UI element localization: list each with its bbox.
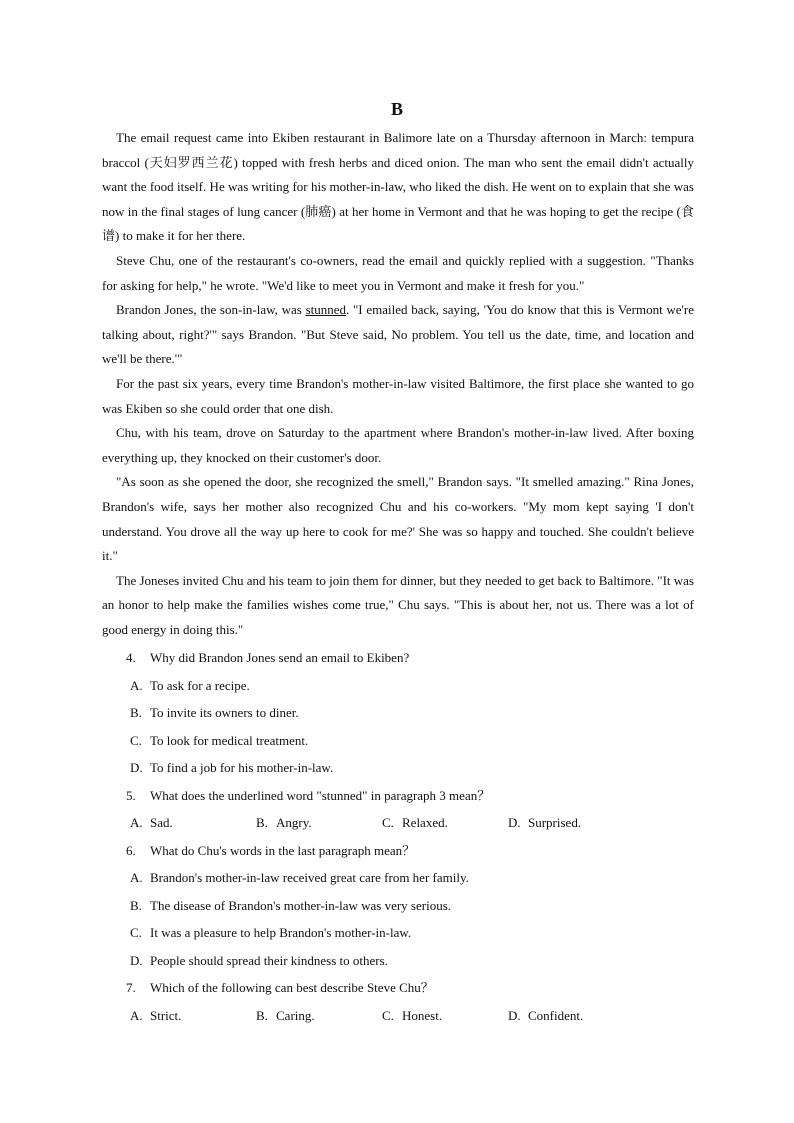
question-7-option-b: B. Caring. xyxy=(256,1007,315,1023)
question-7-option-a: A. Strict. xyxy=(130,1007,182,1023)
question-5 xyxy=(102,782,694,810)
question-number: 7. xyxy=(126,980,136,995)
paragraph-3-before: Brandon Jones, the son-in-law, was xyxy=(116,302,306,318)
question-7-options xyxy=(102,1002,694,1030)
question-6-option-a: A. Brandon's mother-in-law received great care from her family. xyxy=(130,870,469,885)
question-stem: Which of the following can best describe Steve Chu？ xyxy=(150,980,434,995)
underlined-word: stunned xyxy=(305,302,347,318)
question-5-option-d: D. Surprised. xyxy=(508,815,582,830)
paragraph-6: "As soon as she opened the door, she recognized the smell," Brandon says. "It smelled amazing." Rina Jones, Brandon's wife, says her mother also recognized Chu and his co-workers. "My mom kept saying 'I don't understand. You drove all the way up here to cook for me?' She was so happy and touched. She couldn't believe it." xyxy=(102,474,694,564)
question-5-option-c: C. Relaxed. xyxy=(382,815,448,830)
paragraph-2: Steve Chu, one of the restaurant's co-owners, read the email and quickly replied with a suggestion. "Thanks for asking for help," he wrote. "We'd like to meet you in Vermont and make it fresh for you." xyxy=(102,252,694,293)
paragraph-4: For the past six years, every time Brandon's mother-in-law visited Baltimore, the first place she wanted to go was Ekiben so she could order that one dish. xyxy=(102,375,694,416)
section-title: B xyxy=(390,99,403,119)
question-6-option-b: B. The disease of Brandon's mother-in-law was very serious. xyxy=(130,897,451,913)
question-4-option-b: B. To invite its owners to diner. xyxy=(130,705,299,720)
question-4 xyxy=(102,644,694,672)
question-4-option-d: D. To find a job for his mother-in-law. xyxy=(130,760,334,775)
question-4-option-c: C. To look for medical treatment. xyxy=(130,732,309,748)
reading-passage xyxy=(102,126,694,642)
question-7-option-d: D. Confident. xyxy=(508,1007,584,1023)
question-stem: Why did Brandon Jones send an email to Ekiben? xyxy=(150,650,410,665)
paragraph-3 xyxy=(102,298,694,372)
paragraph-5: Chu, with his team, drove on Saturday to the apartment where Brandon's mother-in-law lived. After boxing everything up, they knocked on their customer's door. xyxy=(102,425,694,465)
question-6-option-c: C. It was a pleasure to help Brandon's mother-in-law. xyxy=(130,925,412,940)
question-5-options xyxy=(102,809,694,837)
question-stem: What do Chu's words in the last paragraph mean？ xyxy=(150,842,416,858)
paragraph-7: The Joneses invited Chu and his team to join them for dinner, but they needed to get back to Baltimore. "It was an honor to help make the families wishes come true," Chu says. "This is about her, not us. There was a lot of good energy in doing this." xyxy=(102,572,694,637)
question-5-option-a: A. Sad. xyxy=(130,815,173,830)
question-7 xyxy=(102,974,694,1002)
question-7-option-c: C. Honest. xyxy=(382,1007,443,1023)
question-stem: What does the underlined word "stunned" in paragraph 3 mean？ xyxy=(150,787,491,803)
question-number: 4. xyxy=(126,650,136,665)
paragraph-3-after: . "I emailed back, saying, 'You do know that this is Vermont we're talking about, right?'" says Brandon. "But Steve said, No problem. You tell us the date, time, and location and we'll be there.'" xyxy=(102,302,694,367)
question-number: 5. xyxy=(126,787,136,803)
question-list xyxy=(102,644,694,1029)
question-4-option-a: A. To ask for a recipe. xyxy=(130,677,250,693)
question-number: 6. xyxy=(126,842,136,858)
question-6 xyxy=(102,837,694,865)
paragraph-1: The email request came into Ekiben restaurant in Balimore late on a Thursday afternoon in March: tempura braccol (天妇罗西兰花) topped with fresh herbs and diced onion. The man who sent the email didn't actually want the food itself. He was writing for his mother-in-law, who liked the dish. He went on to explain that she was now in the final stages of lung cancer (肺癌) at her home in Vermont and that he was hoping to get the recipe (食谱) to make it for her there. xyxy=(102,130,694,244)
question-5-option-b: B. Angry. xyxy=(256,815,312,830)
question-6-option-d: D. People should spread their kindness to others. xyxy=(130,952,388,968)
